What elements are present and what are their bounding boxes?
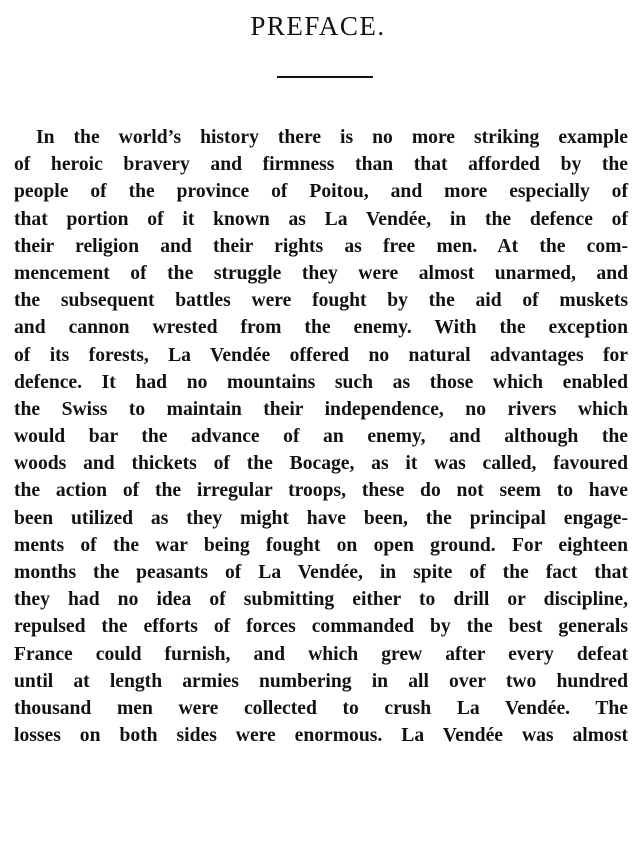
text-line: of its forests, La Vendée offered no natural advantages for bbox=[14, 344, 628, 366]
text-line: that portion of it known as La Vendée, in the defence of bbox=[14, 208, 628, 230]
text-line: the Swiss to maintain their independence, no rivers which bbox=[14, 398, 628, 420]
text-line: repulsed the efforts of forces commanded by the best generals bbox=[14, 616, 628, 638]
text-line: their religion and their rights as free men. At the com- bbox=[14, 235, 628, 257]
page-title: PREFACE. bbox=[250, 11, 386, 41]
text-line: losses on both sides were enormous. La Vendée was almost bbox=[14, 725, 628, 747]
text-line: the action of the irregular troops, these do not seem to have bbox=[14, 480, 628, 502]
text-line: thousand men were collected to crush La Vendée. The bbox=[14, 697, 628, 719]
text-line: until at length armies numbering in all over two hundred bbox=[14, 670, 628, 692]
text-line: woods and thickets of the Bocage, as it was called, favoured bbox=[14, 453, 628, 475]
text-line: ments of the war being fought on open ground. For eighteen bbox=[14, 534, 628, 556]
text-line: mencement of the struggle they were almost unarmed, and bbox=[14, 262, 628, 284]
text-line: In the world’s history there is no more striking example bbox=[36, 127, 628, 148]
text-line: would bar the advance of an enemy, and although the bbox=[14, 426, 628, 448]
preface-paragraph bbox=[14, 124, 628, 749]
text-line: the subsequent battles were fought by the aid of muskets bbox=[14, 290, 628, 312]
text-line: months the peasants of La Vendée, in spite of the fact that bbox=[14, 562, 628, 583]
text-line: people of the province of Poitou, and more especially of bbox=[14, 181, 628, 203]
text-line: defence. It had no mountains such as those which enabled bbox=[14, 371, 628, 393]
text-line: and cannon wrested from the enemy. With the exception bbox=[14, 317, 628, 339]
text-line: France could furnish, and which grew after every defeat bbox=[14, 643, 628, 665]
text-line: been utilized as they might have been, the principal engage- bbox=[14, 507, 628, 529]
title-divider bbox=[277, 76, 373, 78]
text-line: of heroic bravery and firmness than that afforded by the bbox=[14, 154, 628, 176]
text-line: they had no idea of submitting either to drill or discipline, bbox=[14, 589, 628, 611]
